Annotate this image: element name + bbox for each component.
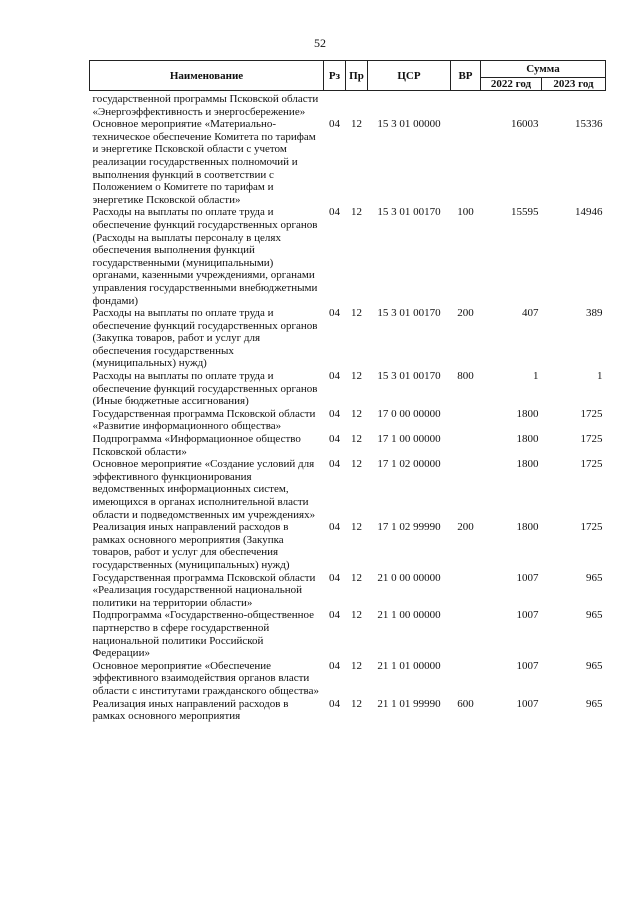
row-rz: 04 (329, 433, 340, 446)
row-name: государственной программы Псковской области «Энергоэффективность и энергосбережение» (92, 93, 319, 118)
header-year-2022: 2022 год (481, 78, 542, 91)
row-sum-2023: 15336 (575, 118, 603, 131)
row-rz: 04 (329, 571, 340, 584)
table-row (90, 307, 606, 370)
row-pr: 12 (351, 458, 362, 471)
row-name: Расходы на выплаты по оплате труда и обеспечение функций государственных органов (Закупка товаров, работ и услуг для обеспечения государственных (муниципальных) нужд) (92, 307, 318, 370)
row-sum-2022: 1007 (516, 697, 539, 710)
row-sum-2023: 965 (586, 697, 603, 710)
row-vr (451, 118, 481, 206)
header-vr: ВР (451, 61, 481, 91)
row-name: Основное мероприятие «Обеспечение эффективного взаимодействия органов власти области с институтами гражданского общества» (92, 659, 319, 697)
row-sum-2022: 1800 (516, 521, 539, 534)
row-rz: 04 (329, 206, 340, 219)
table-row (90, 660, 606, 698)
row-sum-2022: 1007 (516, 659, 539, 672)
row-name: Подпрограмма «Информационное общество Псковской области» (92, 433, 301, 458)
row-sum-2023: 965 (586, 659, 603, 672)
row-csr: 15 3 01 00000 (377, 118, 441, 131)
row-csr: 17 0 00 00000 (377, 407, 441, 420)
row-pr: 12 (351, 659, 362, 672)
table-row (90, 206, 606, 307)
row-sum-2022: 16003 (511, 118, 539, 131)
row-vr (451, 91, 481, 119)
table-row (90, 458, 606, 521)
header-sum: Сумма (481, 61, 606, 78)
row-pr: 12 (351, 370, 362, 383)
row-csr: 17 1 00 00000 (377, 433, 441, 446)
row-csr: 21 1 00 00000 (377, 609, 441, 622)
row-rz: 04 (329, 521, 340, 534)
row-pr: 12 (351, 521, 362, 534)
row-sum-2023: 965 (586, 609, 603, 622)
row-sum-2023: 1725 (580, 521, 603, 534)
row-name: Государственная программа Псковской области «Реализация государственной национальной политики на территории области» (92, 571, 316, 609)
row-pr (346, 91, 368, 119)
row-name: Основное мероприятие «Создание условий для эффективного функционирования ведомственных информационных систем, имеющихся в органах исполнительной власти области и подведомственных им учреждениях» (92, 458, 316, 521)
row-rz: 04 (329, 307, 340, 320)
row-name: Расходы на выплаты по оплате труда и обеспечение функций государственных органов (Расходы на выплаты персоналу в целях обеспечения выполнения функций государственными (муниципальными) органами, казенными учреждениями, органами управления государственными внебюджетными фондами) (92, 206, 318, 307)
row-csr (368, 91, 451, 119)
row-csr: 17 1 02 00000 (377, 458, 441, 471)
row-name: Расходы на выплаты по оплате труда и обеспечение функций государственных органов (Иные бюджетные ассигнования) (92, 370, 318, 408)
row-name: Государственная программа Псковской области «Развитие информационного общества» (92, 407, 316, 433)
table-body (90, 91, 606, 723)
header-csr: ЦСР (368, 61, 451, 91)
row-rz (324, 91, 346, 119)
row-sum-2022: 1007 (516, 609, 539, 622)
row-vr (451, 572, 481, 610)
row-vr: 200 (457, 307, 474, 320)
row-csr: 21 1 01 99990 (377, 697, 441, 710)
row-pr: 12 (351, 307, 362, 320)
table-row (90, 408, 606, 433)
row-sum-2022: 407 (522, 307, 539, 320)
row-csr: 15 3 01 00170 (377, 370, 441, 383)
row-sum-2023: 14946 (575, 206, 603, 219)
row-name: Реализация иных направлений расходов в рамках основного мероприятия (Закупка товаров, работ и услуг для обеспечения государственных (муниципальных) нужд) (92, 521, 290, 571)
header-year-2023: 2023 год (542, 78, 606, 91)
row-sum-2023: 1725 (580, 433, 603, 446)
row-pr: 12 (351, 206, 362, 219)
table-row (90, 609, 606, 659)
row-vr: 100 (457, 206, 474, 219)
row-name: Основное мероприятие «Материально-техническое обеспечение Комитета по тарифам и энергетике Псковской области с учетом реализации государственных полномочий и выполнения функций в соответствии с Положением о Комитете по тарифам и энергетике Псковской области» (92, 118, 316, 206)
header-pr: Пр (346, 61, 368, 91)
row-vr: 800 (457, 370, 474, 383)
row-rz: 04 (329, 609, 340, 622)
row-vr (451, 660, 481, 698)
row-sum-2022: 1800 (516, 433, 539, 446)
row-sum-2022: 1800 (516, 458, 539, 471)
row-sum-2022: 1800 (516, 407, 539, 420)
row-rz: 04 (329, 697, 340, 710)
table-row (90, 521, 606, 571)
row-csr: 15 3 01 00170 (377, 206, 441, 219)
row-vr (451, 609, 481, 659)
row-sum-2023: 1725 (580, 458, 603, 471)
header-name: Наименование (90, 61, 324, 91)
row-pr: 12 (351, 118, 362, 131)
header-rz: Рз (324, 61, 346, 91)
row-csr: 21 1 01 00000 (377, 659, 441, 672)
row-pr: 12 (351, 407, 362, 420)
row-csr: 21 0 00 00000 (377, 571, 441, 584)
table-row (90, 698, 606, 723)
row-vr (451, 433, 481, 458)
row-name: Реализация иных направлений расходов в рамках основного мероприятия (92, 697, 289, 723)
table-row (90, 433, 606, 458)
row-sum-2022: 1007 (516, 571, 539, 584)
row-sum-2023: 1725 (580, 407, 603, 420)
row-sum-2022 (481, 91, 542, 119)
table-row (90, 572, 606, 610)
row-vr: 200 (457, 521, 474, 534)
table-header (90, 61, 606, 91)
row-vr (451, 458, 481, 521)
budget-table (89, 60, 606, 723)
row-name: Подпрограмма «Государственно-общественное партнерство в сфере государственной национальной политики Российской Федерации» (92, 609, 315, 660)
row-sum-2023 (542, 91, 606, 119)
row-csr: 17 1 02 99990 (377, 521, 441, 534)
row-pr: 12 (351, 571, 362, 584)
table-row (90, 118, 606, 206)
row-rz: 04 (329, 659, 340, 672)
row-sum-2023: 389 (586, 307, 603, 320)
row-sum-2023: 1 (597, 370, 603, 383)
table-row (90, 370, 606, 408)
page-number: 52 (314, 36, 326, 50)
row-rz: 04 (329, 407, 340, 420)
row-vr: 600 (457, 697, 474, 710)
row-sum-2022: 15595 (511, 206, 539, 219)
row-pr: 12 (351, 433, 362, 446)
row-rz: 04 (329, 370, 340, 383)
row-vr (451, 408, 481, 433)
row-pr: 12 (351, 697, 362, 710)
row-pr: 12 (351, 609, 362, 622)
table-row (90, 91, 606, 119)
row-rz: 04 (329, 458, 340, 471)
row-sum-2023: 965 (586, 571, 603, 584)
row-rz: 04 (329, 118, 340, 131)
row-sum-2022: 1 (533, 370, 539, 383)
row-csr: 15 3 01 00170 (377, 307, 441, 320)
